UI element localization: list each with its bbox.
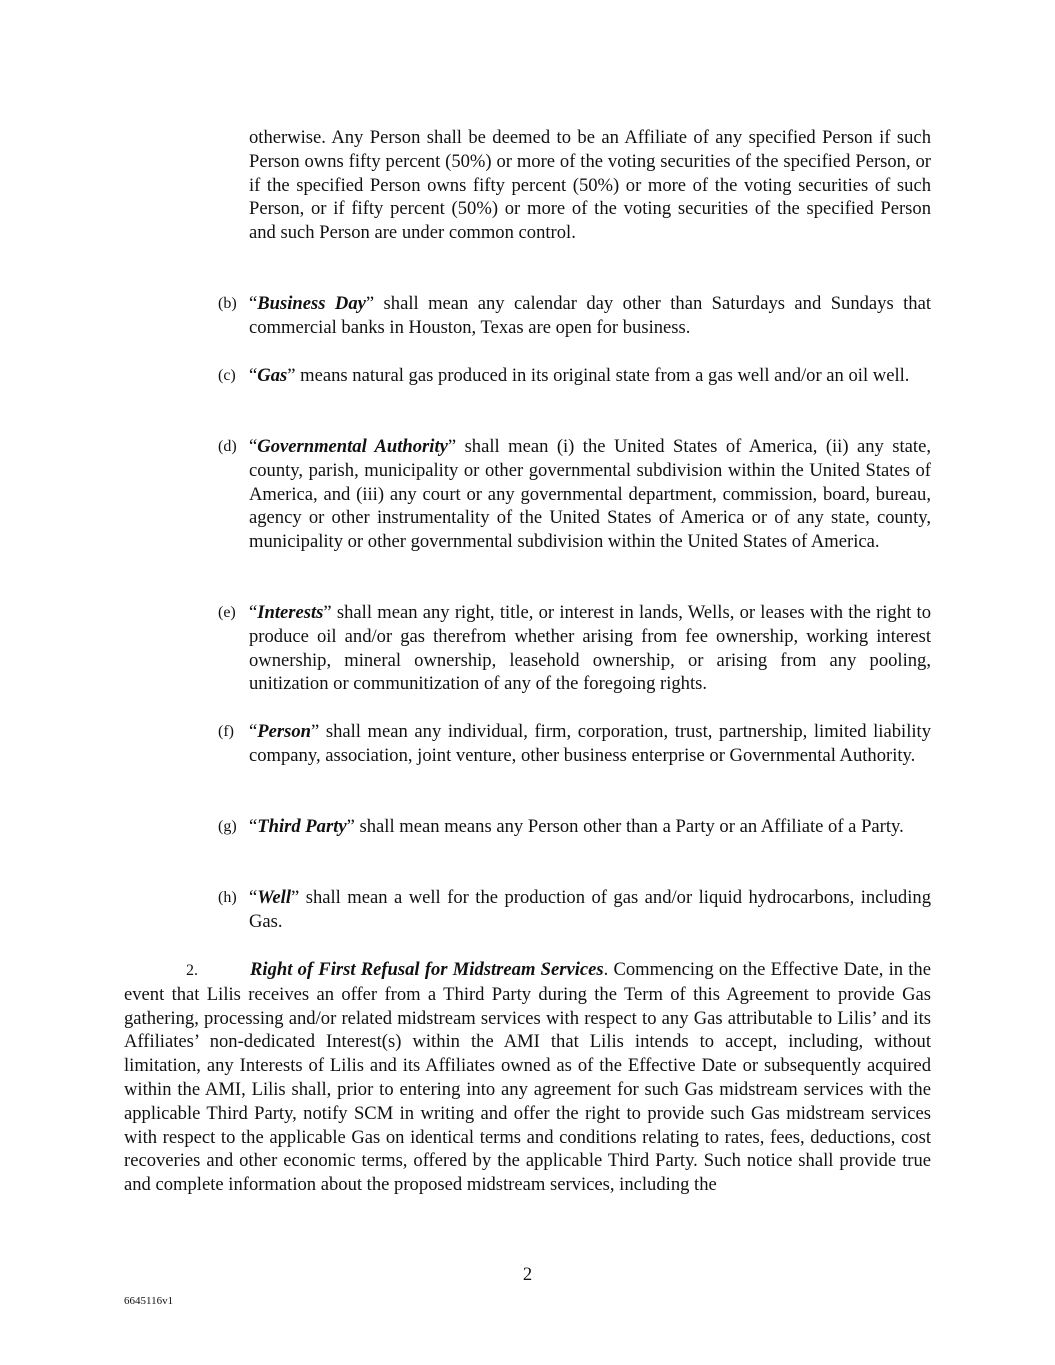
definition-label: (g) (218, 818, 237, 835)
definition-third-party: (g) “Third Party” shall mean means any Person other than a Party or an Affiliate of a Party. (218, 816, 904, 837)
definition-text: ” shall mean any individual, firm, corporation, trust, partnership, limited liability company, association, joint venture, other business enterprise or Governmental Authority. (249, 721, 931, 766)
section-number: 2. (186, 962, 198, 979)
section-2-paragraph (124, 958, 931, 1197)
defined-term: Business Day (257, 293, 366, 314)
definition-text: ” shall mean (i) the United States of America, (ii) any state, county, parish, municipality or other governmental subdivision within the United States of America, and (iii) any court or any governmental department, commission, board, bureau, agency or other instrumentality of the United States of America or of any state, county, municipality or other governmental subdivision within the United States of America. (249, 436, 931, 553)
definition-label: (h) (218, 889, 237, 906)
section-text: . Commencing on the Effective Date, in the event that Lilis receives an offer from a Third Party during the Term of this Agreement to provide Gas gathering, processing and/or related midstream services with respect to any Gas attributable to Lilis’ and its Affiliates’ non-dedicated Interest(s) within the AMI that Lilis intends to accept, including, without limitation, any Interests of Lilis and its Affiliates owned as of the Effective Date or subsequently acquired within the AMI, Lilis shall, prior to entering into any agreement for such Gas midstream services with the applicable Third Party, notify SCM in writing and offer the right to provide such Gas midstream services with respect to the applicable Gas on identical terms and conditions relating to rates, fees, deductions, cost recoveries and other economic terms, offered by the applicable Third Party. Such notice shall provide true and complete information about the proposed midstream services, including the (124, 959, 931, 1196)
section-heading: Right of First Refusal for Midstream Services (250, 959, 604, 980)
defined-term: Interests (257, 602, 324, 623)
definition-person: (f) “Person” shall mean any individual, firm, corporation, trust, partnership, limited liability company, association, joint venture, other business enterprise or Governmental Authority. (218, 721, 931, 766)
definition-label: (b) (218, 295, 237, 312)
definition-text: ” shall mean a well for the production of gas and/or liquid hydrocarbons, including Gas. (249, 887, 931, 932)
definition-interests: (e) “Interests” shall mean any right, title, or interest in lands, Wells, or leases with the right to produce oil and/or gas therefrom whether arising from fee ownership, working interest ownership, mineral ownership, leasehold ownership, or arising from any pooling, unitization or communitization of any of the foregoing rights. (218, 602, 931, 695)
defined-term: Governmental Authority (257, 436, 448, 457)
defined-term: Third Party (257, 816, 347, 837)
definition-text: ” means natural gas produced in its original state from a gas well and/or an oil well. (287, 365, 910, 386)
definition-business-day: (b) “Business Day” shall mean any calendar day other than Saturdays and Sundays that commercial banks in Houston, Texas are open for business. (218, 293, 931, 338)
affiliate-definition-continued: otherwise. Any Person shall be deemed to be an Affiliate of any specified Person if such Person owns fifty percent (50%) or more of the voting securities of the specified Person, or if the specified Person owns fifty percent (50%) or more of the voting securities of such Person, or if fifty percent (50%) or more of the voting securities of the specified Person and such Person are under common control. (249, 127, 931, 244)
definition-label: (f) (218, 723, 234, 740)
definition-label: (e) (218, 604, 236, 621)
definition-governmental-authority: (d) “Governmental Authority” shall mean (i) the United States of America, (ii) any state, county, parish, municipality or other governmental subdivision within the United States of America, and (iii) any court or any governmental department, commission, board, bureau, agency or other instrumentality of the United States of America or of any state, county, municipality or other governmental subdivision within the United States of America. (218, 436, 931, 553)
page-number: 2 (522, 1264, 533, 1285)
definition-well: (h) “Well” shall mean a well for the production of gas and/or liquid hydrocarbons, including Gas. (218, 887, 931, 932)
definition-label: (d) (218, 438, 237, 455)
definition-text: ” shall mean means any Person other than a Party or an Affiliate of a Party. (346, 816, 904, 837)
document-id: 6645116v1 (124, 1295, 174, 1307)
defined-term: Gas (257, 365, 288, 386)
defined-term: Person (257, 721, 311, 742)
defined-term: Well (257, 887, 292, 908)
definition-label: (c) (218, 367, 236, 384)
definition-gas: (c) “Gas” means natural gas produced in its original state from a gas well and/or an oil well. (218, 365, 910, 386)
definition-text: ” shall mean any right, title, or interest in lands, Wells, or leases with the right to produce oil and/or gas therefrom whether arising from fee ownership, working interest ownership, mineral ownership, leasehold ownership, or arising from any pooling, unitization or communitization of any of the foregoing rights. (249, 602, 931, 695)
definition-text: ” shall mean any calendar day other than Saturdays and Sundays that commercial banks in Houston, Texas are open for business. (249, 293, 931, 338)
